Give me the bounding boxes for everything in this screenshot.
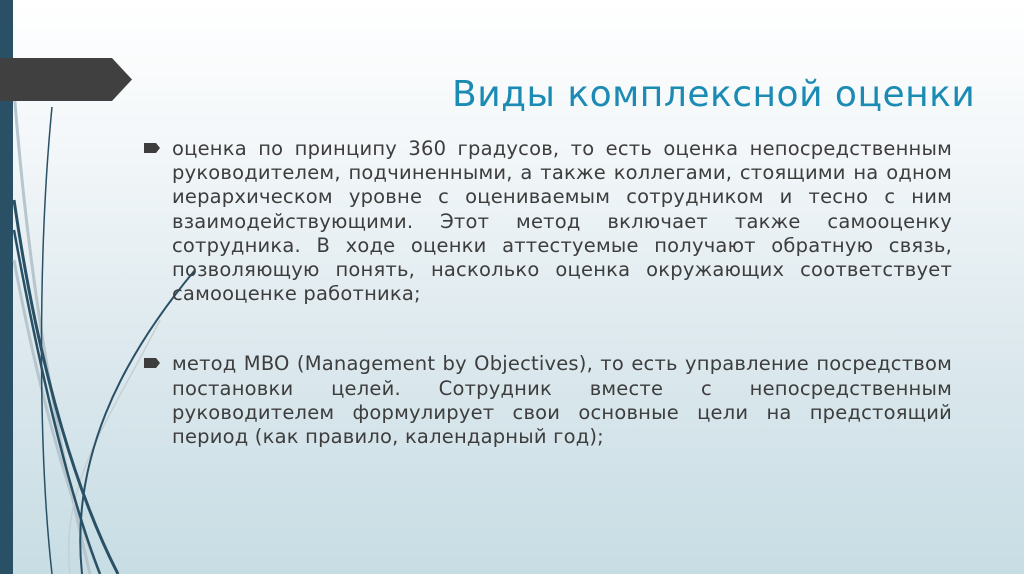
arrow-tag-icon <box>144 143 160 153</box>
bullet-item <box>144 352 952 449</box>
bullet-text: метод MBO (Management by Objectives), то есть управление посредством постановки целей. Сотрудник вместе с непосредственным руководителем формулирует свои основные цели на предстоящий период (как правило, календарный год); <box>172 352 952 449</box>
bullet-text: оценка по принципу 360 градусов, то есть оценка непосредственным руководителем, подчиненными, а также коллегами, стоящими на одном иерархическом уровне с оцениваемым сотрудником и тесно с ним взаимодействующими. Этот метод включает также самооценку сотрудника. В ходе оценки аттестуемые получают обратную связь, позволяющую понять, насколько оценка окружающих соответствует самооценке работника; <box>172 137 952 306</box>
bullet-list <box>144 137 952 449</box>
arrow-tag-icon <box>144 358 160 368</box>
bullet-item <box>144 137 952 306</box>
title-tab-shape <box>0 58 132 101</box>
slide-title: Виды комплексной оценки <box>452 74 976 116</box>
